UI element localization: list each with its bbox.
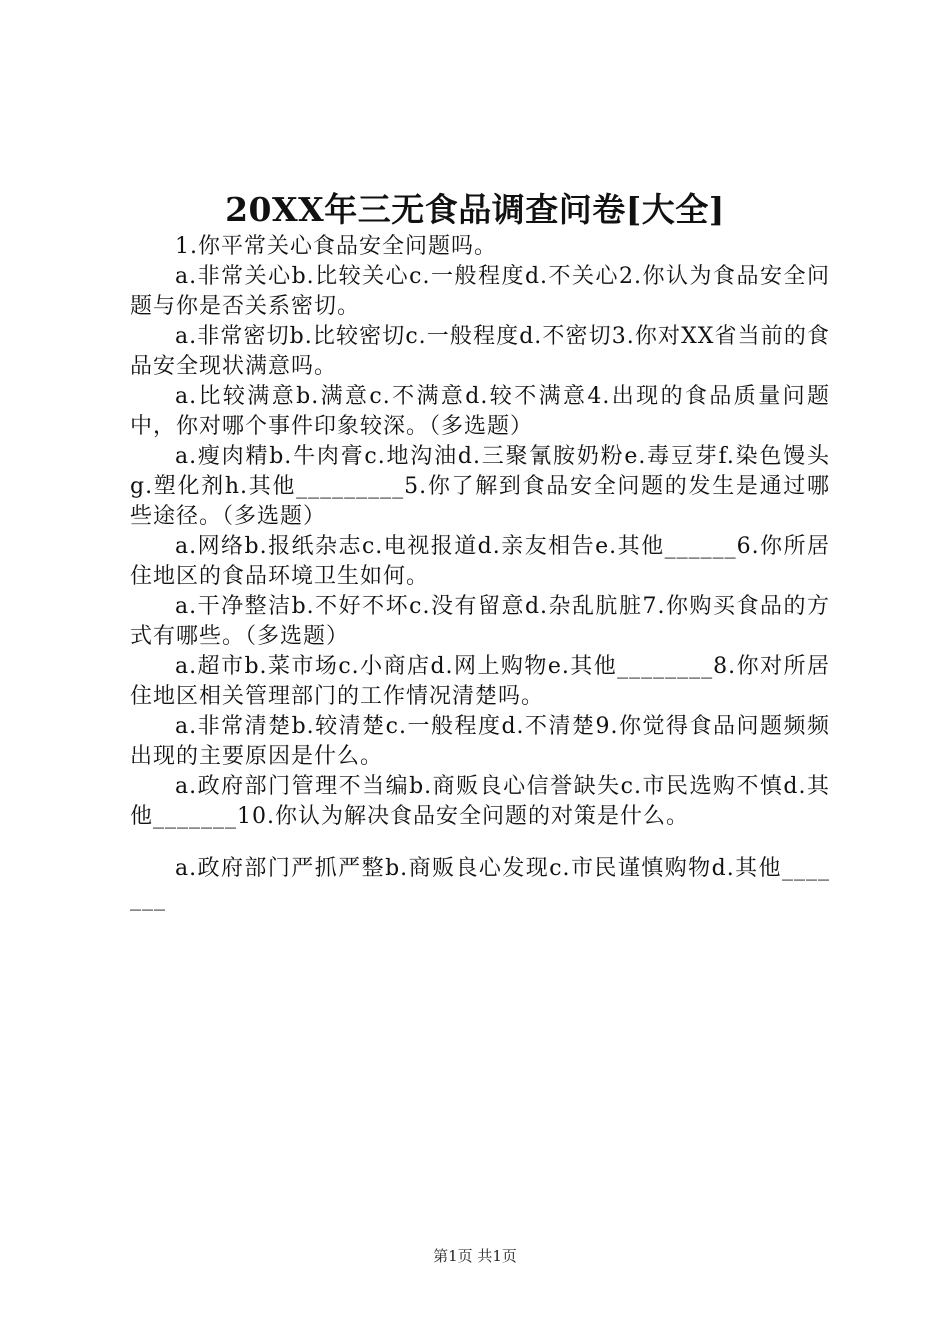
paragraph-answers-5: a.网络b.报纸杂志c.电视报道d.亲友相告e.其他______6.你所居住地区的食品环境卫生如何。 (130, 534, 830, 589)
paragraph-question-1: 1.你平常关心食品安全问题吗。 (175, 234, 497, 259)
paragraph-answers-6: a.干净整洁b.不好不坏c.没有留意d.杂乱肮脏7.你购买食品的方式有哪些。（多选题） (130, 594, 830, 649)
paragraph-answers-10: a.政府部门严抓严整b.商贩良心发现c.市民谨慎购物d.其他_______ (130, 856, 830, 911)
paragraph-answers-4: a.瘦肉精b.牛肉膏c.地沟油d.三聚氰胺奶粉e.毒豆芽f.染色馒头g.塑化剂h.其他_________5.你了解到食品安全问题的发生是通过哪些途径。（多选题） (130, 444, 830, 529)
paragraph-answers-9: a.政府部门管理不当编b.商贩良心信誉缺失c.市民选购不慎d.其他_______10.你认为解决食品安全问题的对策是什么。 (130, 774, 830, 829)
paragraph-answers-2: a.非常密切b.比较密切c.一般程度d.不密切3.你对XX省当前的食品安全现状满意吗。 (130, 324, 830, 379)
paragraph-answers-3: a.比较满意b.满意c.不满意d.较不满意4.出现的食品质量问题中，你对哪个事件印象较深。（多选题） (130, 384, 830, 439)
document-body (130, 232, 830, 914)
paragraph-answers-7: a.超市b.菜市场c.小商店d.网上购物e.其他________8.你对所居住地区相关管理部门的工作情况清楚吗。 (130, 654, 830, 709)
paragraph-answers-8: a.非常清楚b.较清楚c.一般程度d.不清楚9.你觉得食品问题频频出现的主要原因是什么。 (130, 714, 830, 769)
document-title: 20XX年三无食品调查问卷[大全] (225, 190, 725, 229)
page-footer: 第1页 共1页 (433, 1247, 517, 1265)
paragraph-answers-1: a.非常关心b.比较关心c.一般程度d.不关心2.你认为食品安全问题与你是否关系密切。 (130, 264, 830, 319)
